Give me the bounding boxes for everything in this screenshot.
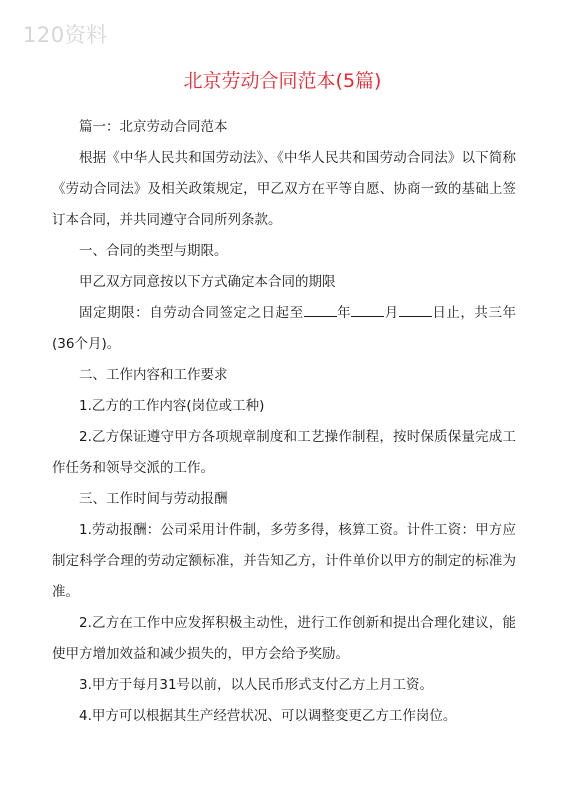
fixed-term-text-1: 固定期限：自劳动合同签定之日起至 xyxy=(79,305,304,321)
year-blank xyxy=(304,301,337,317)
day-blank xyxy=(399,301,432,317)
clause-3-4: 4.甲方可以根据其生产经营状况、可以调整变更乙方工作岗位。 xyxy=(79,708,457,724)
month-blank xyxy=(351,301,384,317)
document-body xyxy=(52,112,516,732)
clause-2-1: 1.乙方的工作内容(岗位或工种) xyxy=(79,398,265,414)
clause-3-1: 1.劳动报酬：公司采用计件制，多劳多得，核算工资。计件工资：甲方应制定科学合理的劳动定额标准，并告知乙方，计件单价以甲方的制定的标准为准。 xyxy=(52,522,516,600)
section-heading-2: 二、工作内容和工作要求 xyxy=(79,367,228,383)
clause-2-2: 2.乙方保证遵守甲方各项规章制度和工艺操作制程，按时保质保量完成工作任务和领导交派的工作。 xyxy=(52,429,516,476)
document-title: 北京劳动合同范本(5篇) xyxy=(183,70,382,92)
fixed-term-text-2: 年 xyxy=(336,305,352,321)
fixed-term-text-3: 月 xyxy=(384,305,399,321)
fixed-term-paragraph xyxy=(52,298,516,360)
term-agreement-paragraph: 甲乙双方同意按以下方式确定本合同的期限 xyxy=(79,274,336,290)
watermark: 120资料 xyxy=(23,23,108,47)
chapter-heading: 篇一：北京劳动合同范本 xyxy=(79,119,228,135)
section-heading-1: 一、合同的类型与期限。 xyxy=(79,243,228,259)
fixed-term-text-4: 日止，共三年(36个月)。 xyxy=(52,305,517,352)
preamble-paragraph: 根据《中华人民共和国劳动法》、《中华人民共和国劳动合同法》以下简称《劳动合同法》及相关政策规定，甲乙双方在平等自愿、协商一致的基础上签订本合同，并共同遵守合同所列条款。 xyxy=(52,150,516,228)
clause-3-3: 3.甲方于每月31号以前，以人民币形式支付乙方上月工资。 xyxy=(79,677,434,693)
section-heading-3: 三、工作时间与劳动报酬 xyxy=(79,491,228,507)
clause-3-2: 2.乙方在工作中应发挥积极主动性，进行工作创新和提出合理化建议，能使甲方增加效益和减少损失的，甲方会给予奖励。 xyxy=(52,615,516,662)
